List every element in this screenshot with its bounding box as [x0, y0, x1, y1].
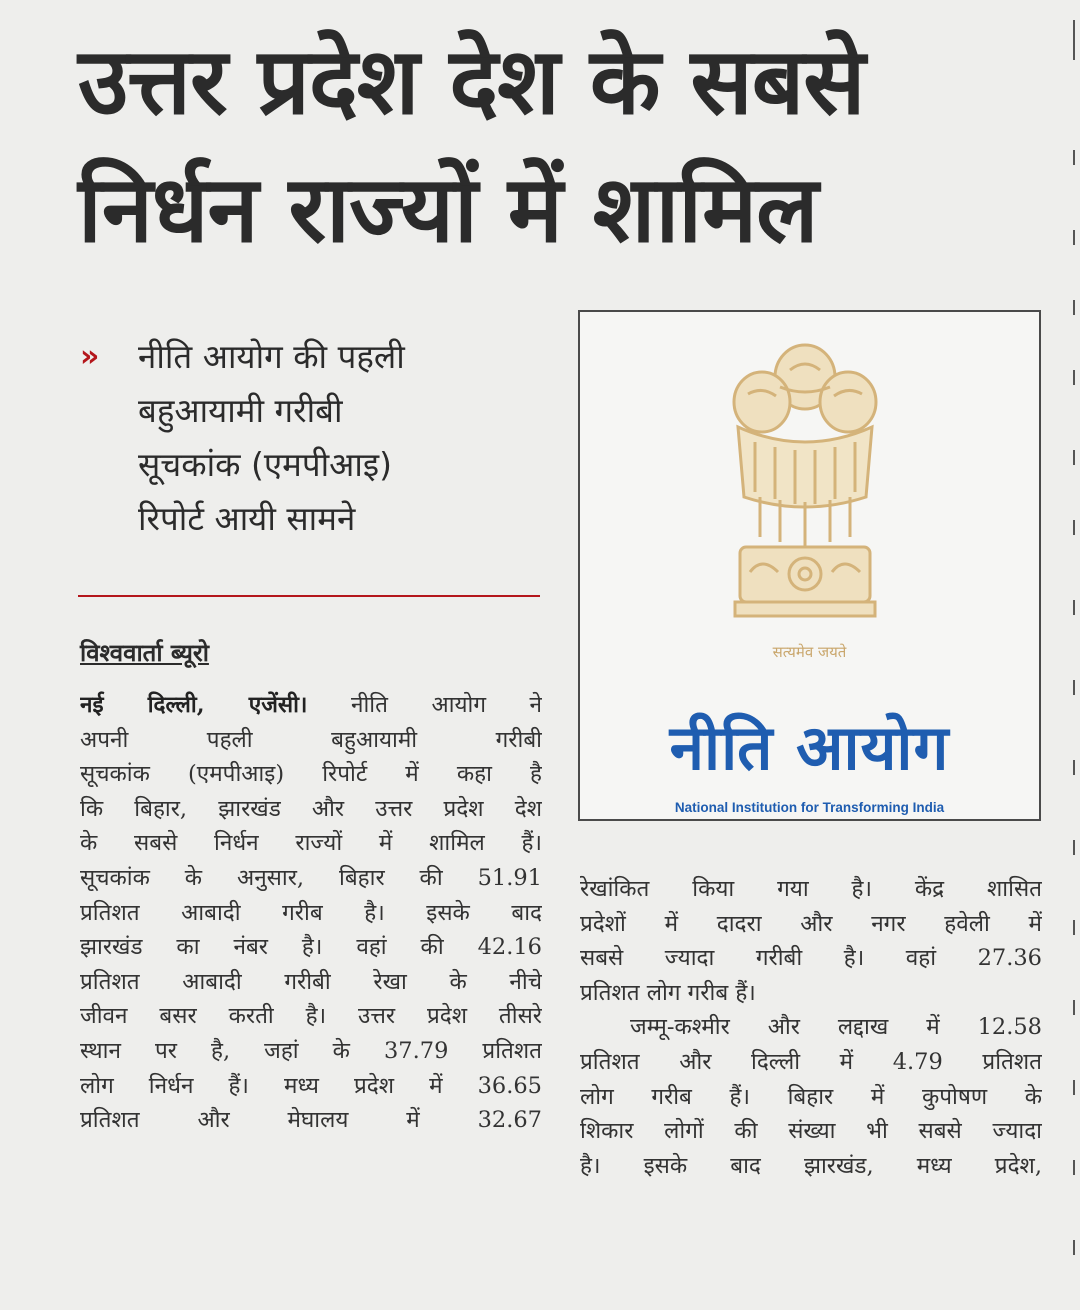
body-text-line: लोग निर्धन हैं। मध्य प्रदेश में 36.65: [80, 1072, 542, 1099]
body-text-line: है। इसके बाद झारखंड, मध्य प्रदेश,: [580, 1152, 1042, 1179]
body-text-line: प्रतिशत और मेघालय में 32.67: [80, 1107, 542, 1134]
double-chevron-icon: »: [80, 339, 100, 374]
niti-aayog-title: नीति आयोग: [669, 711, 950, 784]
byline: विश्ववार्ता ब्यूरो: [80, 639, 209, 667]
body-text-line: सूचकांक (एमपीआइ) रिपोर्ट में कहा है: [80, 761, 542, 788]
body-text-line: कि बिहार, झारखंड और उत्तर प्रदेश देश: [80, 795, 542, 822]
headline-line-1: उत्तर प्रदेश देश के सबसे: [78, 28, 865, 135]
subheadline-line: रिपोर्ट आयी सामने: [138, 499, 356, 538]
headline-line-2: निर्धन राज्यों में शामिल: [78, 156, 818, 263]
subheadline-line: नीति आयोग की पहली: [138, 337, 405, 376]
body-text-line: जीवन बसर करती है। उत्तर प्रदेश तीसरे: [80, 1003, 542, 1030]
body-text-line: सबसे ज्यादा गरीबी है। वहां 27.36: [580, 945, 1042, 972]
page-edge-marks: [1066, 0, 1080, 1310]
article-column-2: [580, 872, 1042, 1183]
body-text-line: झारखंड का नंबर है। वहां की 42.16: [80, 934, 542, 961]
body-text-line: रेखांकित किया गया है। केंद्र शासित: [580, 876, 1042, 902]
body-text-line: प्रदेशों में दादरा और नगर हवेली में: [580, 910, 1042, 937]
headline: [78, 18, 1058, 274]
body-text-line: प्रतिशत और दिल्ली में 4.79 प्रतिशत: [580, 1048, 1042, 1075]
body-text-line: लोग गरीब हैं। बिहार में कुपोषण के: [580, 1083, 1042, 1110]
divider-rule: [78, 595, 540, 597]
body-text-line: स्थान पर है, जहां के 37.79 प्रतिशत: [80, 1037, 542, 1064]
body-text-line: प्रतिशत लोग गरीब हैं।: [580, 979, 756, 1006]
body-text-line: के सबसे निर्धन राज्यों में शामिल हैं।: [80, 830, 542, 857]
ashoka-emblem-icon: [720, 332, 890, 632]
body-text-line: जम्मू-कश्मीर और लद्दाख में 12.58: [630, 1014, 1042, 1041]
article-column-1: [80, 688, 542, 1138]
body-text-line: शिकार लोगों की संख्या भी सबसे ज्यादा: [580, 1118, 1042, 1145]
niti-aayog-logo: [578, 310, 1041, 821]
subheadline-line: बहुआयामी गरीबी: [138, 391, 343, 430]
subheadline-line: सूचकांक (एमपीआइ): [138, 445, 392, 484]
niti-aayog-subtitle: National Institution for Transforming India: [674, 800, 945, 815]
body-text-line: प्रतिशत आबादी गरीबी रेखा के नीचे: [80, 968, 542, 995]
body-text-line: प्रतिशत आबादी गरीब है। इसके बाद: [80, 899, 542, 926]
body-text-line: अपनी पहली बहुआयामी गरीबी: [80, 726, 542, 753]
emblem-motto: सत्यमेव जयते: [772, 643, 847, 661]
dateline: नई दिल्ली, एजेंसी।: [80, 692, 308, 718]
body-text-line: नीति आयोग ने: [307, 692, 542, 718]
body-text-line: सूचकांक के अनुसार, बिहार की 51.91: [80, 864, 542, 891]
